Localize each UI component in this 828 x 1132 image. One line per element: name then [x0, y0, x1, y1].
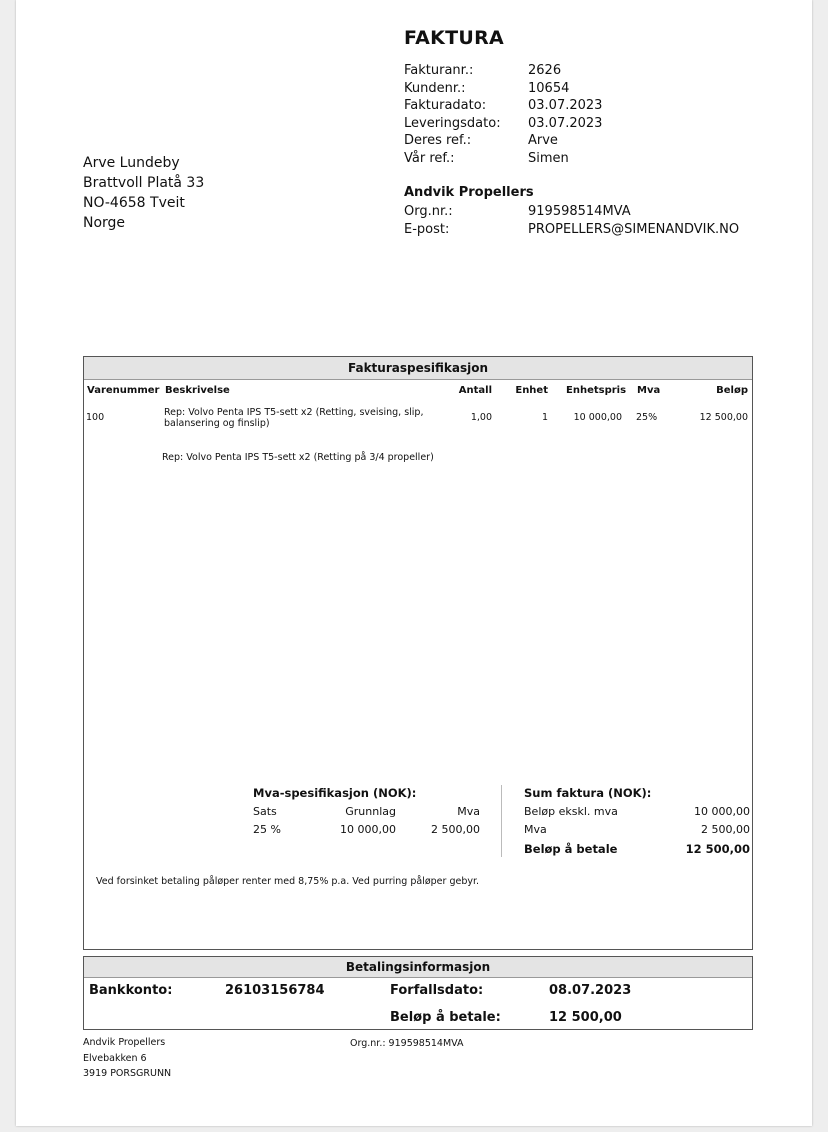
payment-info-header [84, 957, 752, 978]
customer-country: Norge [83, 215, 126, 231]
col-enhetspris: Enhetspris [566, 385, 627, 396]
row-antall: 1,00 [470, 412, 492, 423]
due-date-value: 08.07.2023 [549, 983, 632, 998]
mva-col-mva: Mva [457, 805, 480, 818]
invoice-number-value: 2626 [528, 63, 562, 78]
their-ref-value: Arve [528, 133, 558, 148]
footer-city: 3919 PORSGRUNN [83, 1068, 172, 1079]
mva-col-sats: Sats [253, 805, 277, 818]
footer-org: Org.nr.: 919598514MVA [350, 1038, 464, 1049]
col-varenummer: Varenummer [87, 385, 160, 396]
footer-street: Elvebakken 6 [83, 1053, 147, 1064]
delivery-date-label: Leveringsdato: [404, 116, 501, 131]
customer-name: Arve Lundeby [83, 155, 180, 171]
col-beskrivelse: Beskrivelse [165, 385, 230, 396]
summary-divider [501, 785, 502, 857]
seller-org-label: Org.nr.: [404, 204, 453, 219]
customer-number-label: Kundenr.: [404, 81, 466, 96]
col-enhet: Enhet [515, 385, 548, 396]
our-ref-label: Vår ref.: [404, 151, 455, 166]
col-belop: Beløp [716, 385, 748, 396]
customer-street: Brattvoll Platå 33 [83, 175, 205, 191]
invoice-spec-title: Fakturaspesifikasjon [347, 361, 488, 375]
mva-sats-value: 25 % [253, 823, 281, 836]
mva-col-grunnlag: Grunnlag [345, 805, 396, 818]
row-enhetspris: 10 000,00 [573, 412, 622, 423]
col-antall: Antall [458, 385, 492, 396]
col-mva: Mva [637, 385, 661, 396]
sum-mva-label: Mva [524, 823, 547, 836]
seller-email-value: PROPELLERS@SIMENANDVIK.NO [528, 222, 740, 237]
row-description-line2: balansering og finslip) [164, 418, 270, 429]
invoice-date-value: 03.07.2023 [528, 98, 603, 113]
sum-title: Sum faktura (NOK): [524, 786, 652, 800]
delivery-date-value: 03.07.2023 [528, 116, 603, 131]
row-belop: 12 500,00 [699, 412, 748, 423]
customer-postal: NO-4658 Tveit [83, 195, 185, 211]
row-description-line1: Rep: Volvo Penta IPS T5-sett x2 (Retting, sveising, slip, [164, 407, 424, 418]
mva-spec-title: Mva-spesifikasjon (NOK): [253, 786, 417, 800]
row-varenummer: 100 [86, 412, 105, 423]
invoice-page [16, 0, 812, 1126]
invoice-date-label: Fakturadato: [404, 98, 487, 113]
our-ref-value: Simen [528, 151, 569, 166]
invoice-number-label: Fakturanr.: [404, 63, 474, 78]
amount-due-value: 12 500,00 [549, 1010, 622, 1025]
customer-number-value: 10654 [528, 81, 570, 96]
amount-due-label: Beløp å betale: [390, 1010, 501, 1025]
extra-description-line: Rep: Volvo Penta IPS T5-sett x2 (Retting på 3/4 propeller) [162, 452, 434, 463]
sum-excl-value: 10 000,00 [694, 805, 750, 818]
sum-total-value: 12 500,00 [685, 842, 750, 856]
sum-mva-value: 2 500,00 [701, 823, 750, 836]
payment-info-title: Betalingsinformasjon [345, 960, 491, 974]
row-mva: 25% [636, 412, 658, 423]
seller-email-label: E-post: [404, 222, 450, 237]
mva-grunnlag-value: 10 000,00 [340, 823, 396, 836]
seller-name: Andvik Propellers [404, 185, 534, 200]
seller-org-value: 919598514MVA [528, 204, 631, 219]
bank-account-label: Bankkonto: [89, 983, 173, 998]
row-enhet: 1 [541, 412, 548, 423]
sum-excl-label: Beløp ekskl. mva [524, 805, 618, 818]
footer-company: Andvik Propellers [83, 1037, 166, 1048]
their-ref-label: Deres ref.: [404, 133, 472, 148]
invoice-spec-header [84, 357, 752, 380]
late-payment-note: Ved forsinket betaling påløper renter med 8,75% p.a. Ved purring påløper gebyr. [96, 876, 480, 887]
invoice-spec-box [83, 356, 753, 950]
due-date-label: Forfallsdato: [390, 983, 484, 998]
mva-amount-value: 2 500,00 [431, 823, 480, 836]
sum-total-label: Beløp å betale [524, 842, 618, 856]
invoice-title: FAKTURA [404, 27, 505, 49]
payment-info-box [83, 956, 753, 1030]
bank-account-value: 26103156784 [225, 983, 325, 998]
